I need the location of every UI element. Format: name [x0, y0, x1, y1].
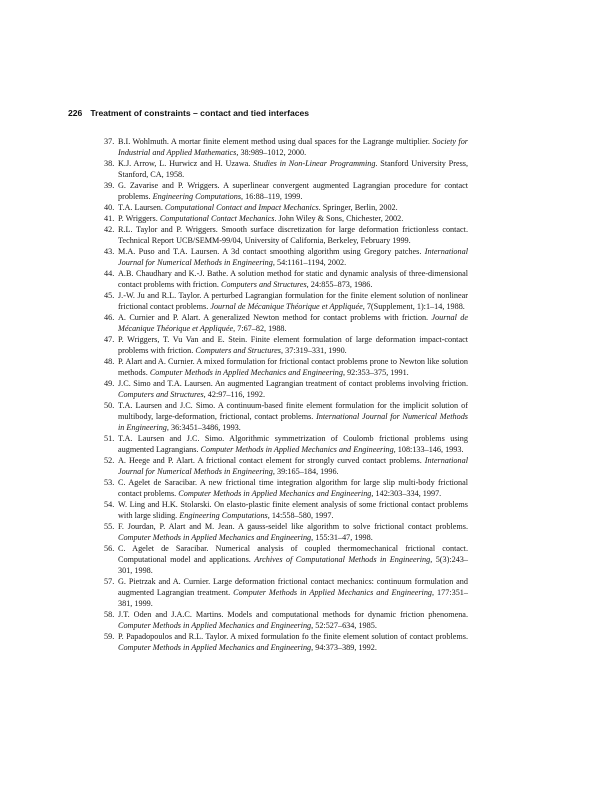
reference-text-segment: , 37:319–331, 1990. — [281, 346, 347, 355]
reference-text — [118, 379, 468, 399]
reference-item — [104, 576, 468, 609]
reference-text — [118, 478, 468, 498]
reference-text-segment: P. Wriggers. — [118, 214, 160, 223]
reference-text — [118, 500, 468, 520]
reference-text — [118, 522, 468, 542]
reference-text-segment: , 42:97–116, 1992. — [203, 390, 266, 399]
reference-text-segment: , 52:527–634, 1985. — [311, 621, 377, 630]
reference-text-segment: , 38:989–1012, 2000. — [236, 148, 307, 157]
reference-item — [104, 400, 468, 433]
reference-number: 48. — [104, 357, 115, 366]
reference-number: 54. — [104, 500, 115, 509]
reference-number: 47. — [104, 335, 115, 344]
reference-list — [104, 136, 468, 653]
reference-journal-title: International Journal for Numerical Methods in Engineering — [118, 456, 468, 476]
reference-text — [118, 632, 468, 652]
reference-journal-title: Journal de Mécanique Théorique et Appliquée — [210, 302, 363, 311]
reference-journal-title: Computational Contact Mechanics — [159, 214, 275, 223]
reference-text-segment: J.C. Simo and T.A. Laursen. An augmented Lagrangian treatment of contact problems involving friction. — [118, 379, 468, 388]
reference-text-segment: , 36:3451–3486, 1993. — [166, 423, 241, 432]
reference-text — [118, 401, 468, 432]
reference-item — [104, 268, 468, 290]
reference-text — [118, 357, 468, 377]
reference-text — [118, 456, 468, 476]
reference-text-segment: A. Curnier and P. Alart. A generalized Newton method for contact problems with friction. — [118, 313, 432, 322]
reference-text-segment: R.L. Taylor and P. Wriggers. Smooth surface discretization for large deformation frictionless contact. Technical Report UCB/SEMM-99/04, University of California, Berkeley, February 1999. — [118, 225, 468, 245]
reference-item — [104, 213, 468, 224]
reference-text — [118, 577, 468, 608]
reference-number: 39. — [104, 181, 115, 190]
reference-journal-title: Computer Methods in Applied Mechanics and Engineering — [149, 368, 343, 377]
reference-item — [104, 499, 468, 521]
reference-text — [118, 159, 468, 179]
running-title: Treatment of constraints – contact and tied interfaces — [90, 108, 310, 118]
reference-journal-title: Engineering Computations — [179, 511, 268, 520]
reference-number: 38. — [104, 159, 115, 168]
reference-item — [104, 246, 468, 268]
reference-number: 37. — [104, 137, 115, 146]
reference-text-segment: G. Pietrzak and A. Curnier. Large deformation frictional contact mechanics: continuum formulation and augmented Lagrangian treatment. — [118, 577, 468, 597]
reference-text-segment: T.A. Laursen and J.C. Simo. A continuum-based finite element formulation for the implicit solution of multibody, large-deformation, frictional, contact problems. — [118, 401, 468, 421]
reference-journal-title: Engineering Computations — [152, 192, 242, 201]
reference-text-segment: , 177:351–381, 1999. — [118, 588, 468, 608]
reference-journal-title: Computers and Structures — [221, 280, 307, 289]
reference-text-segment: P. Wriggers, T. Vu Van and E. Stein. Finite element formulation of large deformation impact-contact problems with friction. — [118, 335, 468, 355]
reference-journal-title: Computer Methods in Applied Mechanics and Engineering — [118, 643, 312, 652]
reference-number: 51. — [104, 434, 115, 443]
reference-text — [118, 269, 468, 289]
reference-text — [118, 137, 468, 157]
reference-number: 57. — [104, 577, 115, 586]
reference-text-segment: A. Heege and P. Alart. A frictional contact element for strongly curved contact problems. — [118, 456, 425, 465]
reference-journal-title: Computer Methods in Applied Mechanics and Engineering — [118, 533, 312, 542]
reference-text — [118, 203, 398, 212]
reference-item — [104, 631, 468, 653]
page-number: 226 — [68, 108, 83, 118]
reference-text-segment: . Stanford University Press, Stanford, CA, 1958. — [118, 159, 468, 179]
reference-journal-title: Journal de Mécanique Théorique et Appliquée — [118, 313, 468, 333]
reference-text-segment: , 7(Supplement, 1):1–14, 1988. — [362, 302, 465, 311]
reference-item — [104, 224, 468, 246]
reference-item — [104, 543, 468, 576]
reference-text-segment: . John Wiley & Sons, Chichester, 2002. — [274, 214, 404, 223]
reference-number: 46. — [104, 313, 115, 322]
reference-journal-title: International Journal for Numerical Methods in Engineering — [118, 247, 468, 267]
reference-number: 55. — [104, 522, 115, 531]
reference-text-segment: F. Jourdan, P. Alart and M. Jean. A gauss-seidel like algorithm to solve frictional contact problems. — [118, 522, 468, 531]
reference-text-segment: , 39:165–184, 1996. — [272, 467, 339, 476]
reference-number: 58. — [104, 610, 115, 619]
reference-number: 49. — [104, 379, 115, 388]
reference-text-segment: B.I. Wohlmuth. A mortar finite element method using dual spaces for the Lagrange multiplier. — [118, 137, 433, 146]
reference-number: 41. — [104, 214, 115, 223]
reference-number: 43. — [104, 247, 115, 256]
reference-text-segment: J.-W. Ju and R.L. Taylor. A perturbed Lagrangian formulation for the finite element solution of nonlinear frictional contact problems. — [118, 291, 468, 311]
reference-text-segment: A.B. Chaudhary and K.-J. Bathe. A solution method for static and dynamic analysis of three-dimensional contact problems with friction. — [118, 269, 468, 289]
reference-text-segment: , 24:855–873, 1986. — [306, 280, 373, 289]
reference-item — [104, 202, 468, 213]
reference-item — [104, 477, 468, 499]
reference-text-segment: , 16:88–119, 1999. — [241, 192, 303, 201]
page-header — [68, 108, 309, 119]
reference-text-segment: G. Zavarise and P. Wriggers. A superlinear convergent augmented Lagrangian procedure for contact problems. — [118, 181, 468, 201]
reference-text-segment: , 142:303–334, 1997. — [371, 489, 442, 498]
reference-text-segment: . Springer, Berlin, 2002. — [318, 203, 398, 212]
reference-journal-title: Computer Methods in Applied Mechanics and Engineering — [178, 489, 372, 498]
reference-number: 40. — [104, 203, 115, 212]
reference-item — [104, 521, 468, 543]
reference-text-segment: C. Agelet de Saracibar. Numerical analysis of coupled thermomechanical frictional contact. Computational model and applications. — [118, 544, 468, 564]
reference-text — [118, 291, 468, 311]
reference-number: 50. — [104, 401, 115, 410]
reference-journal-title: Archives of Computational Methods in Engineering — [254, 555, 431, 564]
reference-text-segment: W. Ling and H.K. Stolarski. On elasto-plastic finite element analysis of some frictional contact problems with large sliding. — [118, 500, 468, 520]
reference-text — [118, 225, 468, 245]
reference-text-segment: , 54:1161–1194, 2002. — [272, 258, 347, 267]
reference-text — [118, 544, 468, 575]
reference-text-segment: , 155:31–47, 1998. — [311, 533, 373, 542]
reference-text-segment: C. Agelet de Saracibar. A new frictional time integration algorithm for large slip multi-body frictional contact problems. — [118, 478, 468, 498]
reference-number: 56. — [104, 544, 115, 553]
reference-text — [118, 335, 468, 355]
reference-journal-title: Society for Industrial and Applied Mathematics — [118, 137, 468, 157]
reference-journal-title: Computers and Structures — [195, 346, 281, 355]
reference-text-segment: , 108:133–146, 1993. — [393, 445, 464, 454]
reference-journal-title: Studies in Non-Linear Programming — [253, 159, 376, 168]
reference-text — [118, 214, 403, 223]
reference-journal-title: Computer Methods in Applied Mechanics and Engineering — [118, 621, 312, 630]
reference-text — [118, 181, 468, 201]
reference-text-segment: T.A. Laursen and J.C. Simo. Algorithmic symmetrization of Coulomb frictional problems using augmented Lagrangians. — [118, 434, 468, 454]
reference-text-segment: P. Papadopoulos and R.L. Taylor. A mixed formulation fo the finite element solution of contact problems. — [118, 632, 468, 641]
reference-journal-title: International Journal for Numerical Methods in Engineering — [118, 412, 468, 432]
reference-number: 53. — [104, 478, 115, 487]
reference-item — [104, 609, 468, 631]
reference-text — [118, 313, 468, 333]
reference-journal-title: Computational Contact and Impact Mechanics — [164, 203, 319, 212]
reference-item — [104, 136, 468, 158]
reference-text-segment: J.T. Oden and J.A.C. Martins. Models and computational methods for dynamic friction phenomena. — [118, 610, 468, 619]
reference-journal-title: Computer Methods in Applied Mechanics and Engineering — [200, 445, 394, 454]
reference-text-segment: , 92:353–375, 1991. — [342, 368, 409, 377]
reference-text-segment: P. Alart and A. Curnier. A mixed formulation for frictional contact problems prone to Newton like solution methods. — [118, 357, 468, 377]
reference-item — [104, 312, 468, 334]
reference-text-segment: , 7:67–82, 1988. — [233, 324, 287, 333]
reference-number: 42. — [104, 225, 115, 234]
reference-text-segment: , 14:558–580, 1997. — [267, 511, 334, 520]
reference-journal-title: Computer Methods in Applied Mechanics and Engineering — [233, 588, 433, 597]
reference-text — [118, 434, 468, 454]
reference-item — [104, 334, 468, 356]
reference-text-segment: , 94:373–389, 1992. — [311, 643, 377, 652]
reference-text — [118, 247, 468, 267]
reference-text-segment: T.A. Laursen. — [118, 203, 165, 212]
reference-journal-title: Computers and Structures — [118, 390, 204, 399]
reference-item — [104, 433, 468, 455]
reference-number: 44. — [104, 269, 115, 278]
reference-item — [104, 378, 468, 400]
reference-text-segment: K.J. Arrow, L. Hurwicz and H. Uzawa. — [118, 159, 254, 168]
reference-text-segment: M.A. Puso and T.A. Laursen. A 3d contact smoothing algorithm using Gregory patches. — [118, 247, 425, 256]
reference-number: 52. — [104, 456, 115, 465]
reference-text — [118, 610, 468, 630]
reference-item — [104, 455, 468, 477]
reference-item — [104, 356, 468, 378]
reference-item — [104, 180, 468, 202]
reference-item — [104, 158, 468, 180]
reference-item — [104, 290, 468, 312]
reference-number: 45. — [104, 291, 115, 300]
reference-number: 59. — [104, 632, 115, 641]
reference-text-segment: , 5(3):243–301, 1998. — [118, 555, 468, 575]
